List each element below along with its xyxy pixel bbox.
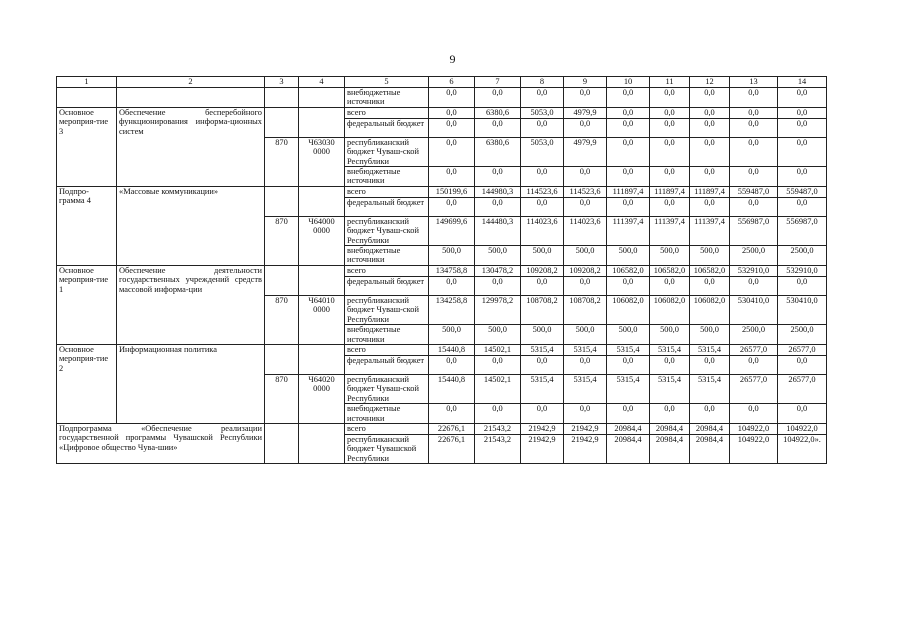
amount-cell: 104922,0 <box>730 423 778 434</box>
amount-cell: 0,0 <box>607 355 650 374</box>
amount-cell: 500,0 <box>564 325 607 345</box>
amount-cell: 0,0 <box>650 107 690 118</box>
budget-class-code <box>299 186 345 216</box>
budget-class-code: Ч64010 0000 <box>299 295 345 344</box>
amount-cell: 0,0 <box>475 118 521 137</box>
amount-cell: 0,0 <box>730 404 778 424</box>
funding-source: внебюджетные источники <box>345 246 429 266</box>
page-number: 9 <box>449 52 456 66</box>
amount-cell: 5315,4 <box>521 344 564 355</box>
amount-cell: 0,0 <box>607 404 650 424</box>
col-header: 7 <box>475 77 521 88</box>
amount-cell: 2500,0 <box>778 246 827 266</box>
amount-cell: 0,0 <box>730 167 778 187</box>
event-description: Обеспечение бесперебойного функционирования информа-ционных систем <box>117 107 265 186</box>
amount-cell: 0,0 <box>429 276 475 295</box>
budget-class-code: Ч63030 0000 <box>299 137 345 186</box>
amount-cell: 26577,0 <box>730 374 778 403</box>
event-description: Обеспечение деятельности государственных учреждений средств массовой информа-ции <box>117 265 265 344</box>
funding-source: федеральный бюджет <box>345 118 429 137</box>
amount-cell: 5053,0 <box>521 107 564 118</box>
amount-cell: 0,0 <box>564 167 607 187</box>
table-row <box>57 107 827 118</box>
amount-cell: 20984,4 <box>607 434 650 463</box>
amount-cell: 0,0 <box>564 118 607 137</box>
responsible-code: 870 <box>265 374 299 423</box>
funding-source: внебюджетные источники <box>345 88 429 108</box>
amount-cell: 26577,0 <box>778 374 827 403</box>
budget-class-code <box>299 423 345 463</box>
amount-cell: 5315,4 <box>650 344 690 355</box>
amount-cell: 2500,0 <box>730 325 778 345</box>
funding-source: республиканский бюджет Чуваш-ской Республики <box>345 295 429 324</box>
amount-cell: 530410,0 <box>778 295 827 324</box>
amount-cell: 0,0 <box>607 276 650 295</box>
amount-cell: 20984,4 <box>650 423 690 434</box>
event-name: Основное мероприя-тие 3 <box>57 107 117 186</box>
col-header: 4 <box>299 77 345 88</box>
amount-cell: 0,0 <box>475 167 521 187</box>
amount-cell: 0,0 <box>564 197 607 216</box>
amount-cell: 0,0 <box>429 88 475 108</box>
budget-class-code <box>299 265 345 295</box>
amount-cell: 0,0 <box>429 355 475 374</box>
amount-cell: 20984,4 <box>690 434 730 463</box>
responsible-code <box>265 265 299 295</box>
amount-cell: 0,0 <box>730 137 778 166</box>
responsible-code: 870 <box>265 137 299 186</box>
amount-cell: 532910,0 <box>730 265 778 276</box>
amount-cell: 0,0 <box>475 355 521 374</box>
budget-table <box>56 76 827 464</box>
amount-cell: 6380,6 <box>475 107 521 118</box>
amount-cell: 26577,0 <box>778 344 827 355</box>
amount-cell: 20984,4 <box>607 423 650 434</box>
col-header: 2 <box>117 77 265 88</box>
event-name: Подпро-грамма 4 <box>57 186 117 265</box>
amount-cell: 0,0 <box>730 197 778 216</box>
amount-cell: 0,0 <box>778 197 827 216</box>
amount-cell: 532910,0 <box>778 265 827 276</box>
amount-cell: 0,0 <box>690 107 730 118</box>
responsible-code: 870 <box>265 216 299 265</box>
amount-cell: 4979,9 <box>564 107 607 118</box>
col-header: 11 <box>650 77 690 88</box>
subprogram-title: Подпрограмма «Обеспечение реализации государственной программы Чувашской Республики «Цифровое общество Чува-шии» <box>57 423 265 463</box>
amount-cell: 0,0 <box>690 404 730 424</box>
amount-cell: 0,0 <box>650 276 690 295</box>
amount-cell: 0,0 <box>607 107 650 118</box>
amount-cell: 0,0 <box>690 355 730 374</box>
amount-cell: 106082,0 <box>607 295 650 324</box>
funding-source: республиканский бюджет Чувашской Республики <box>345 434 429 463</box>
col-header: 8 <box>521 77 564 88</box>
amount-cell: 0,0 <box>521 88 564 108</box>
amount-cell: 134258,8 <box>429 295 475 324</box>
amount-cell: 0,0 <box>475 197 521 216</box>
amount-cell: 21942,9 <box>521 434 564 463</box>
budget-class-code <box>299 344 345 374</box>
amount-cell: 500,0 <box>650 246 690 266</box>
amount-cell: 0,0 <box>690 118 730 137</box>
amount-cell: 0,0 <box>778 276 827 295</box>
amount-cell: 500,0 <box>429 246 475 266</box>
amount-cell: 0,0 <box>475 404 521 424</box>
amount-cell: 500,0 <box>564 246 607 266</box>
amount-cell: 0,0 <box>429 167 475 187</box>
amount-cell: 109208,2 <box>521 265 564 276</box>
amount-cell: 108708,2 <box>521 295 564 324</box>
amount-cell: 0,0 <box>521 355 564 374</box>
amount-cell: 559487,0 <box>730 186 778 197</box>
amount-cell: 500,0 <box>429 325 475 345</box>
amount-cell: 104922,0 <box>778 423 827 434</box>
amount-cell: 144980,3 <box>475 186 521 197</box>
amount-cell: 0,0 <box>650 355 690 374</box>
amount-cell: 500,0 <box>475 325 521 345</box>
amount-cell: 0,0 <box>650 167 690 187</box>
amount-cell: 15440,8 <box>429 344 475 355</box>
amount-cell: 5315,4 <box>690 374 730 403</box>
table-row <box>57 265 827 276</box>
responsible-code: 870 <box>265 295 299 344</box>
funding-source: федеральный бюджет <box>345 355 429 374</box>
amount-cell: 111897,4 <box>690 186 730 197</box>
amount-cell: 500,0 <box>607 246 650 266</box>
amount-cell: 5053,0 <box>521 137 564 166</box>
amount-cell: 114523,6 <box>521 186 564 197</box>
amount-cell: 104922,0 <box>730 434 778 463</box>
col-header: 13 <box>730 77 778 88</box>
amount-cell: 106082,0 <box>690 295 730 324</box>
amount-cell: 21942,9 <box>564 423 607 434</box>
responsible-code <box>265 88 299 108</box>
amount-cell: 0,0 <box>778 167 827 187</box>
amount-cell: 0,0 <box>607 197 650 216</box>
funding-source: федеральный бюджет <box>345 197 429 216</box>
amount-cell: 15440,8 <box>429 374 475 403</box>
amount-cell: 114523,6 <box>564 186 607 197</box>
amount-cell: 20984,4 <box>650 434 690 463</box>
funding-source: республиканский бюджет Чуваш-ской Республики <box>345 137 429 166</box>
amount-cell: 500,0 <box>475 246 521 266</box>
amount-cell: 129978,2 <box>475 295 521 324</box>
amount-cell: 14502,1 <box>475 344 521 355</box>
amount-cell: 106582,0 <box>607 265 650 276</box>
amount-cell: 0,0 <box>564 404 607 424</box>
amount-cell: 530410,0 <box>730 295 778 324</box>
amount-cell: 500,0 <box>690 325 730 345</box>
amount-cell: 0,0 <box>650 197 690 216</box>
amount-cell: 106582,0 <box>690 265 730 276</box>
budget-class-code: Ч64000 0000 <box>299 216 345 265</box>
amount-cell: 500,0 <box>690 246 730 266</box>
amount-cell: 26577,0 <box>730 344 778 355</box>
col-header: 14 <box>778 77 827 88</box>
col-header: 6 <box>429 77 475 88</box>
amount-cell: 0,0 <box>730 118 778 137</box>
amount-cell: 5315,4 <box>521 374 564 403</box>
event-name <box>57 88 117 108</box>
funding-source: всего <box>345 265 429 276</box>
amount-cell: 6380,6 <box>475 137 521 166</box>
amount-cell: 106582,0 <box>650 265 690 276</box>
amount-cell: 14502,1 <box>475 374 521 403</box>
amount-cell: 0,0 <box>607 88 650 108</box>
amount-cell: 0,0 <box>650 404 690 424</box>
col-header: 5 <box>345 77 429 88</box>
amount-cell: 0,0 <box>730 276 778 295</box>
event-name: Основное мероприя-тие 1 <box>57 265 117 344</box>
amount-cell: 0,0 <box>521 118 564 137</box>
event-name: Основное мероприя-тие 2 <box>57 344 117 423</box>
amount-cell: 556987,0 <box>778 216 827 245</box>
amount-cell: 130478,2 <box>475 265 521 276</box>
amount-cell: 0,0 <box>429 137 475 166</box>
amount-cell: 0,0 <box>690 88 730 108</box>
amount-cell: 114023,6 <box>521 216 564 245</box>
amount-cell: 21942,9 <box>564 434 607 463</box>
amount-cell: 0,0 <box>778 107 827 118</box>
amount-cell: 0,0 <box>521 197 564 216</box>
amount-cell: 144480,3 <box>475 216 521 245</box>
table-row <box>57 344 827 355</box>
amount-cell: 0,0 <box>690 167 730 187</box>
amount-cell: 114023,6 <box>564 216 607 245</box>
amount-cell: 149699,6 <box>429 216 475 245</box>
amount-cell: 0,0 <box>429 197 475 216</box>
amount-cell: 0,0 <box>607 137 650 166</box>
responsible-code <box>265 107 299 137</box>
amount-cell: 2500,0 <box>730 246 778 266</box>
amount-cell: 0,0 <box>778 404 827 424</box>
amount-cell: 0,0 <box>778 118 827 137</box>
col-header: 12 <box>690 77 730 88</box>
amount-cell: 0,0 <box>429 118 475 137</box>
amount-cell: 106082,0 <box>650 295 690 324</box>
amount-cell: 5315,4 <box>650 374 690 403</box>
amount-cell: 111397,4 <box>607 216 650 245</box>
col-header: 10 <box>607 77 650 88</box>
amount-cell: 0,0 <box>429 404 475 424</box>
amount-cell: 0,0 <box>778 88 827 108</box>
amount-cell: 20984,4 <box>690 423 730 434</box>
amount-cell: 111897,4 <box>607 186 650 197</box>
budget-class-code: Ч64020 0000 <box>299 374 345 423</box>
responsible-code <box>265 344 299 374</box>
funding-source: внебюджетные источники <box>345 404 429 424</box>
event-description: Информационная политика <box>117 344 265 423</box>
amount-cell: 500,0 <box>607 325 650 345</box>
funding-source: федеральный бюджет <box>345 276 429 295</box>
amount-cell: 4979,9 <box>564 137 607 166</box>
amount-cell: 556987,0 <box>730 216 778 245</box>
amount-cell: 0,0 <box>564 355 607 374</box>
amount-cell: 0,0 <box>429 107 475 118</box>
amount-cell: 5315,4 <box>607 374 650 403</box>
amount-cell: 0,0 <box>690 137 730 166</box>
amount-cell: 111397,4 <box>690 216 730 245</box>
amount-cell: 22676,1 <box>429 423 475 434</box>
responsible-code <box>265 423 299 463</box>
amount-cell: 108708,2 <box>564 295 607 324</box>
funding-source: всего <box>345 186 429 197</box>
amount-cell: 134758,8 <box>429 265 475 276</box>
amount-cell: 0,0 <box>564 88 607 108</box>
responsible-code <box>265 186 299 216</box>
col-header: 3 <box>265 77 299 88</box>
amount-cell: 5315,4 <box>564 374 607 403</box>
amount-cell: 500,0 <box>521 325 564 345</box>
budget-class-code <box>299 88 345 108</box>
funding-source: всего <box>345 107 429 118</box>
amount-cell: 5315,4 <box>607 344 650 355</box>
col-header: 1 <box>57 77 117 88</box>
amount-cell: 0,0 <box>521 276 564 295</box>
amount-cell: 0,0 <box>730 88 778 108</box>
amount-cell: 0,0 <box>650 88 690 108</box>
amount-cell: 22676,1 <box>429 434 475 463</box>
table-row <box>57 186 827 197</box>
col-header: 9 <box>564 77 607 88</box>
amount-cell: 0,0 <box>521 404 564 424</box>
amount-cell: 0,0 <box>690 197 730 216</box>
budget-class-code <box>299 107 345 137</box>
amount-cell: 0,0 <box>690 276 730 295</box>
amount-cell: 109208,2 <box>564 265 607 276</box>
table-row <box>57 423 827 434</box>
amount-cell: 500,0 <box>650 325 690 345</box>
funding-source: всего <box>345 423 429 434</box>
amount-cell: 21942,9 <box>521 423 564 434</box>
amount-cell: 2500,0 <box>778 325 827 345</box>
funding-source: республиканский бюджет Чуваш-ской Республики <box>345 216 429 245</box>
event-description: «Массовые коммуникации» <box>117 186 265 265</box>
amount-cell: 0,0 <box>730 107 778 118</box>
amount-cell: 500,0 <box>521 246 564 266</box>
table-row <box>57 88 827 108</box>
funding-source: внебюджетные источники <box>345 325 429 345</box>
amount-cell: 0,0 <box>607 167 650 187</box>
amount-cell: 559487,0 <box>778 186 827 197</box>
header-row <box>57 77 827 88</box>
amount-cell: 0,0 <box>564 276 607 295</box>
funding-source: внебюджетные источники <box>345 167 429 187</box>
funding-source: республиканский бюджет Чуваш-ской Республики <box>345 374 429 403</box>
amount-cell: 104922,0». <box>778 434 827 463</box>
amount-cell: 0,0 <box>778 137 827 166</box>
amount-cell: 0,0 <box>607 118 650 137</box>
amount-cell: 5315,4 <box>564 344 607 355</box>
event-description <box>117 88 265 108</box>
amount-cell: 21543,2 <box>475 423 521 434</box>
amount-cell: 0,0 <box>650 137 690 166</box>
amount-cell: 111397,4 <box>650 216 690 245</box>
amount-cell: 150199,6 <box>429 186 475 197</box>
amount-cell: 0,0 <box>730 355 778 374</box>
amount-cell: 21543,2 <box>475 434 521 463</box>
amount-cell: 0,0 <box>521 167 564 187</box>
amount-cell: 0,0 <box>778 355 827 374</box>
amount-cell: 0,0 <box>650 118 690 137</box>
amount-cell: 0,0 <box>475 276 521 295</box>
amount-cell: 0,0 <box>475 88 521 108</box>
amount-cell: 5315,4 <box>690 344 730 355</box>
amount-cell: 111897,4 <box>650 186 690 197</box>
funding-source: всего <box>345 344 429 355</box>
